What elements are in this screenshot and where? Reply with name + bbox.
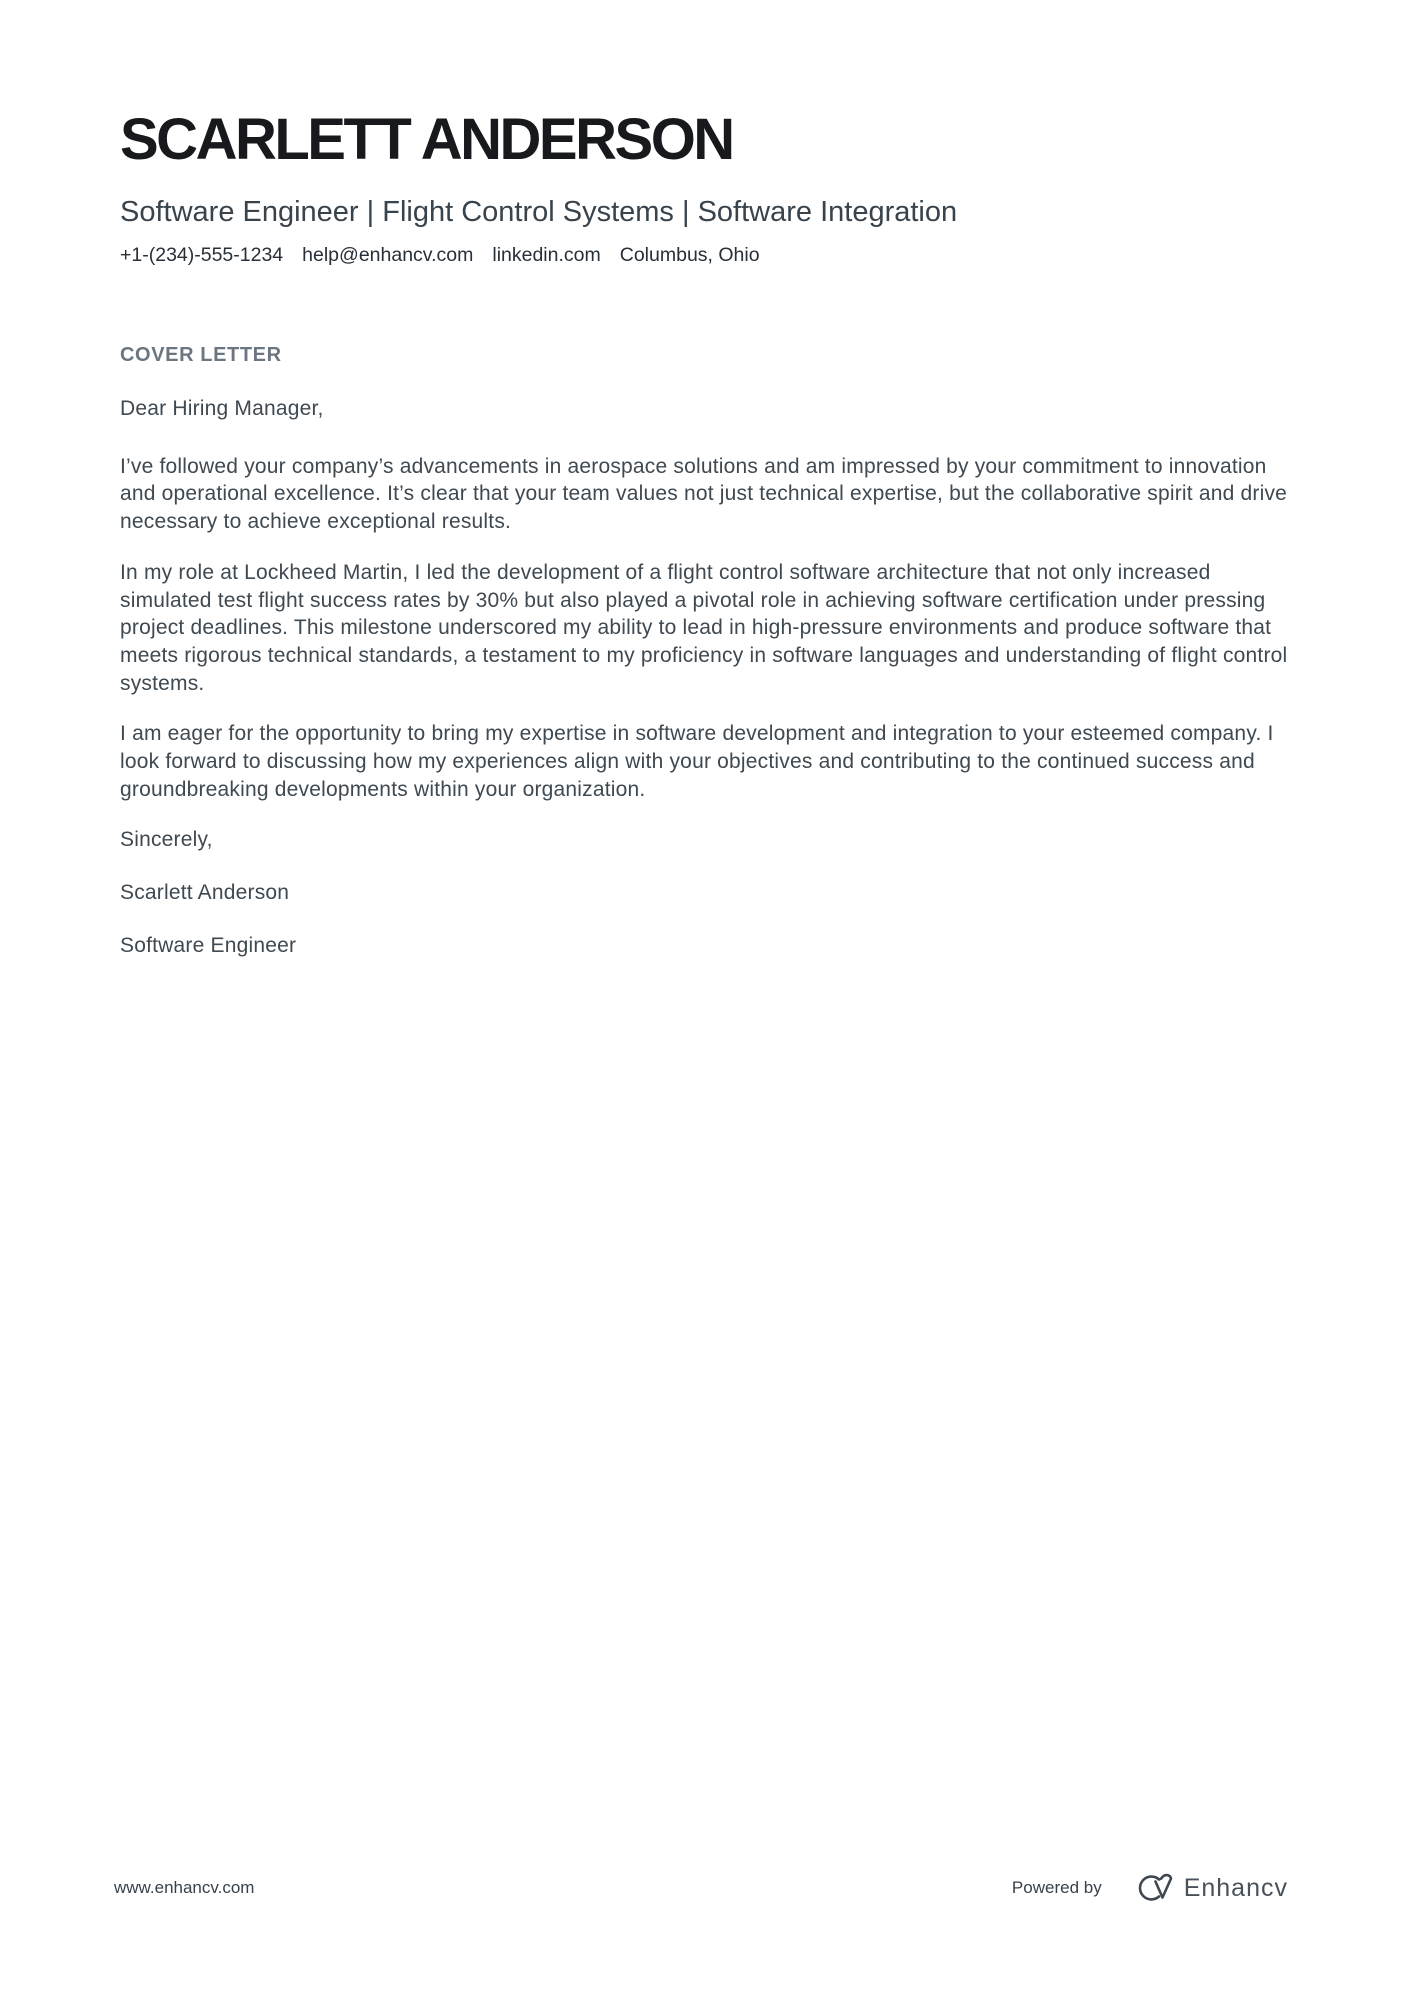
paragraph-1: I’ve followed your company’s advancements in aerospace solutions and am impressed by your commitment to innovation and operational excellence. It’s clear that your team values not just technical expertise, but the collaborative spirit and drive necessary to achieve exceptional results.	[120, 454, 1288, 534]
enhancv-wordmark[interactable]: Enhancv	[1183, 1874, 1288, 1902]
section-heading: COVER LETTER	[120, 344, 282, 366]
candidate-job-title: Software Engineer | Flight Control Systems | Software Integration	[120, 196, 958, 228]
signature-title: Software Engineer	[120, 933, 297, 957]
cover-letter-section	[120, 342, 1290, 960]
email-link[interactable]: help@enhancv.com	[302, 244, 474, 266]
paragraph-2: In my role at Lockheed Martin, I led the development of a flight control software architecture that not only increased simulated test flight success rates by 30% but also played a pivotal role in achieving software certification under pressing project deadlines. This milestone underscored my ability to lead in high-pressure environments and produce software that meets rigorous technical standards, a testament to my proficiency in software languages and understanding of flight control systems.	[120, 560, 1288, 695]
powered-by-group	[1012, 1872, 1288, 1904]
candidate-name: SCARLETT ANDERSON	[120, 107, 733, 172]
linkedin-link[interactable]: linkedin.com	[492, 244, 601, 266]
signature-name: Scarlett Anderson	[120, 881, 290, 905]
page-content	[0, 0, 1410, 960]
location-text: Columbus, Ohio	[619, 244, 760, 266]
website-link[interactable]: www.enhancv.com	[114, 1878, 255, 1897]
salutation: Dear Hiring Manager,	[120, 397, 324, 420]
powered-by-label: Powered by	[1011, 1878, 1102, 1897]
paragraph-3: I am eager for the opportunity to bring my expertise in software development and integration to your esteemed company. I look forward to discussing how my experiences align with your objectives and contributing to the continued success and groundbreaking developments within your organization.	[120, 722, 1274, 801]
phone-number: +1-(234)-555-1234	[120, 244, 284, 266]
closing: Sincerely,	[120, 828, 213, 852]
page-footer	[114, 1872, 1288, 1904]
enhancv-logo-icon[interactable]	[1128, 1872, 1174, 1904]
contact-info	[120, 242, 1290, 269]
header	[120, 106, 1290, 269]
